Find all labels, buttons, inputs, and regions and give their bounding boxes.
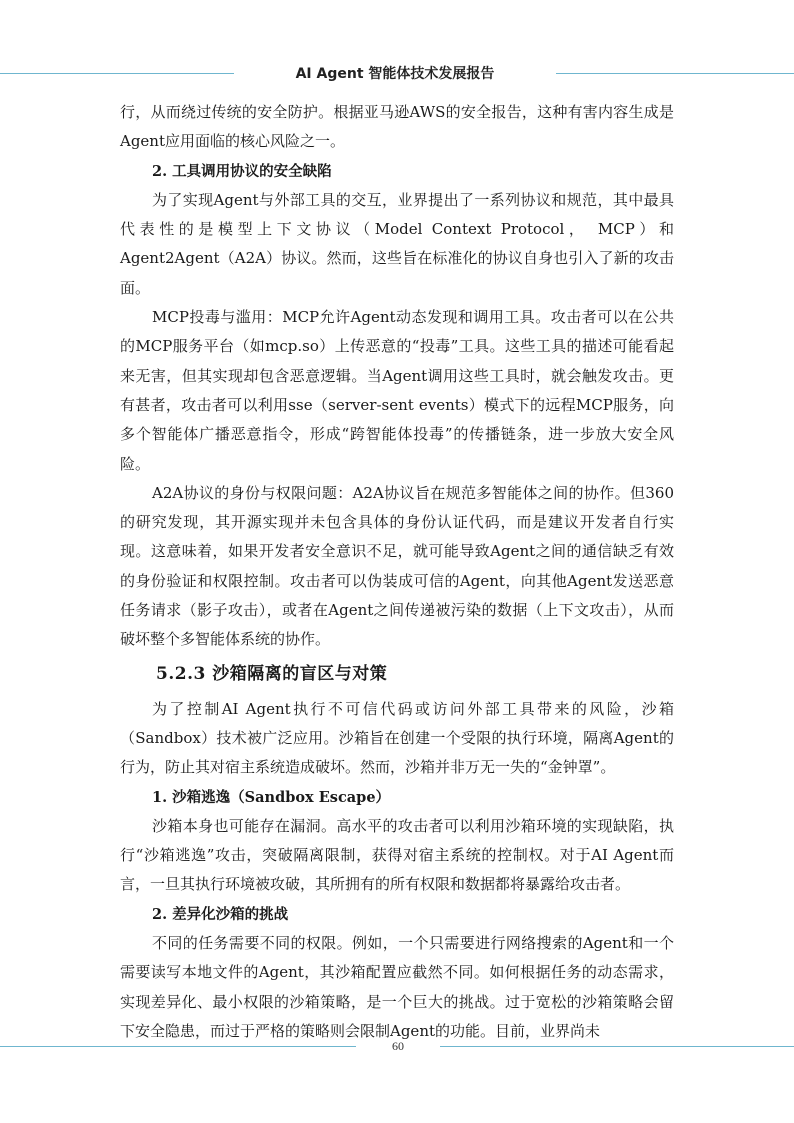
running-header-title: AI Agent 智能体技术发展报告 (295, 66, 495, 82)
page-body (120, 98, 674, 1046)
section-heading-sandbox: 5.2.3 沙箱隔离的盲区与对策 (156, 663, 388, 684)
header-rule-left (0, 73, 234, 74)
heading-tool-protocol-defects: 2. 工具调用协议的安全缺陷 (152, 162, 332, 180)
paragraph-protocols-intro: 为了实现Agent与外部工具的交互，业界提出了一系列协议和规范，其中最具代表性的是模型上下文协议（Model Context Protocol， MCP）和Agent2Agent（A2A）协议。然而，这些旨在标准化的协议自身也引入了新的攻击面。 (120, 190, 674, 297)
paragraph-mcp-poisoning: MCP投毒与滥用：MCP允许Agent动态发现和调用工具。攻击者可以在公共的MCP服务平台（如mcp.so）上传恶意的“投毒”工具。这些工具的描述可能看起来无害，但其实现却包含恶意逻辑。当Agent调用这些工具时，就会触发攻击。更有甚者，攻击者可以利用sse（server-sent events）模式下的远程MCP服务，向多个智能体广播恶意指令，形成“跨智能体投毒”的传播链条，进一步放大安全风险。 (120, 308, 674, 473)
page-number: 60 (392, 1039, 404, 1053)
paragraph-sandbox-intro: 为了控制AI Agent执行不可信代码或访问外部工具带来的风险，沙箱（Sandbox）技术被广泛应用。沙箱旨在创建一个受限的执行环境，隔离Agent的行为，防止其对宿主系统造成破坏。然而，沙箱并非万无一失的“金钟罩”。 (120, 699, 674, 777)
heading-sandbox-escape: 1. 沙箱逃逸（Sandbox Escape） (152, 788, 391, 806)
paragraph-continuation: 行，从而绕过传统的安全防护。根据亚马逊AWS的安全报告，这种有害内容生成是Agent应用面临的核心风险之一。 (120, 103, 674, 151)
paragraph-differentiated-sandbox: 不同的任务需要不同的权限。例如，一个只需要进行网络搜索的Agent和一个需要读写本地文件的Agent，其沙箱配置应截然不同。如何根据任务的动态需求，实现差异化、最小权限的沙箱策略，是一个巨大的挑战。过于宽松的沙箱策略会留下安全隐患，而过于严格的策略则会限制Agent的功能。目前，业界尚未 (120, 934, 674, 1040)
footer-rule-left (0, 1046, 356, 1047)
paragraph-sandbox-escape: 沙箱本身也可能存在漏洞。高水平的攻击者可以利用沙箱环境的实现缺陷，执行“沙箱逃逸”攻击，突破隔离限制，获得对宿主系统的控制权。对于AI Agent而言，一旦其执行环境被攻破，其所拥有的所有权限和数据都将暴露给攻击者。 (120, 816, 674, 894)
paragraph-a2a-identity: A2A协议的身份与权限问题：A2A协议旨在规范多智能体之间的协作。但360的研究发现，其开源实现并未包含具体的身份认证代码，而是建议开发者自行实现。这意味着，如果开发者安全意识不足，就可能导致Agent之间的通信缺乏有效的身份验证和权限控制。攻击者可以伪装成可信的Agent，向其他Agent发送恶意任务请求（影子攻击），或者在Agent之间传递被污染的数据（上下文攻击），从而破坏整个多智能体系统的协作。 (120, 483, 674, 649)
heading-differentiated-sandbox: 2. 差异化沙箱的挑战 (152, 905, 289, 923)
header-rule-right (556, 73, 794, 74)
footer-rule-right (440, 1046, 794, 1047)
